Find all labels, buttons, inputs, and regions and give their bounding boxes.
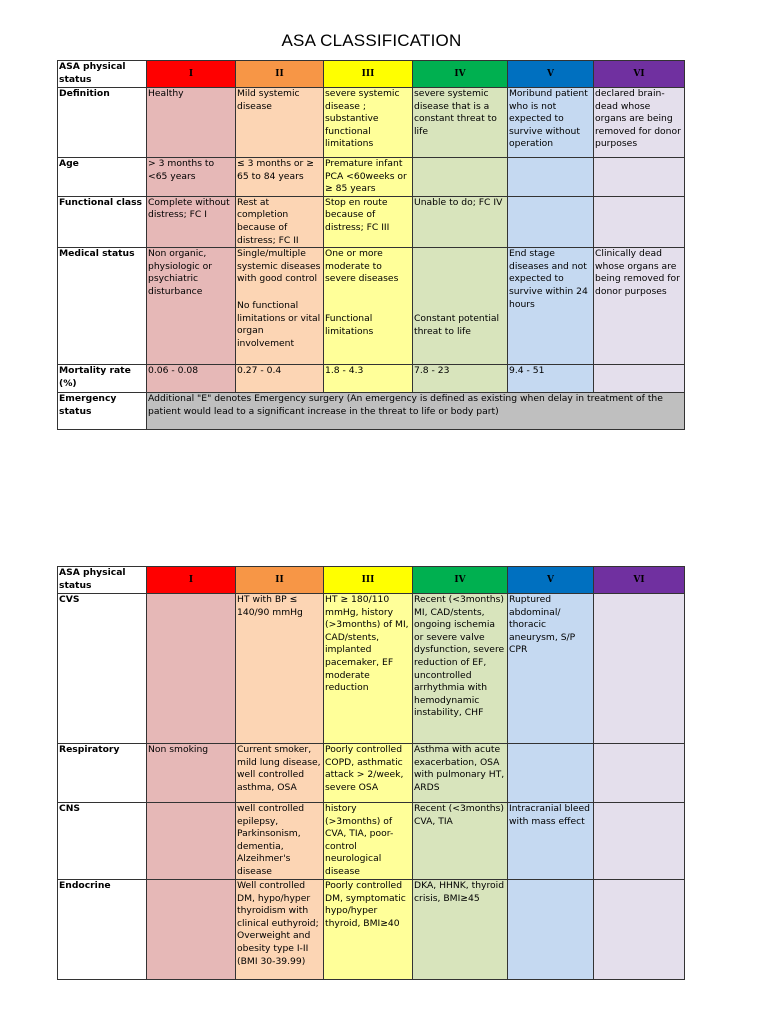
- endocrine-cell-3: Poorly controlled DM, symptomatic hypo/hyper thyroid, BMI≥40: [324, 880, 413, 980]
- cvs-cell-4: Recent (<3months) MI, CAD/stents, ongoing ischemia or severe valve dysfunction, severe reduction of EF, uncontrolled arrhythmia with hemodynamic instability, CHF: [413, 594, 508, 744]
- functional-cell-2: Rest at completion because of distress; FC II: [236, 196, 324, 247]
- functional-class-row: [58, 196, 685, 247]
- age-cell-4: [413, 158, 508, 197]
- grade-header-3: III: [324, 567, 413, 594]
- cvs-cell-3: HT ≥ 180/110 mmHg, history (>3months) of MI, CAD/stents, implanted pacemaker, EF moderate reduction: [324, 594, 413, 744]
- endocrine-cell-1: [147, 880, 236, 980]
- grade-header-2: II: [236, 61, 324, 88]
- row-label: Emergency status: [58, 393, 147, 430]
- cvs-cell-1: [147, 594, 236, 744]
- definition-row: [58, 88, 685, 158]
- endocrine-cell-4: DKA, HHNK, thyroid crisis, BMI≥45: [413, 880, 508, 980]
- grade-header-4: IV: [413, 567, 508, 594]
- mortality-row: [58, 365, 685, 393]
- medical-cell-2: [236, 248, 324, 365]
- medical-text-top: Single/multiple systemic diseases with good control: [237, 248, 321, 285]
- definition-cell-2: Mild systemic disease: [236, 88, 324, 158]
- row-label: Age: [58, 158, 147, 197]
- row-label: Respiratory: [58, 744, 147, 803]
- functional-cell-5: [508, 196, 594, 247]
- asa-systems-table: [57, 566, 685, 980]
- age-cell-1: > 3 months to <65 years: [147, 158, 236, 197]
- row-label: Mortality rate (%): [58, 365, 147, 393]
- endocrine-cell-6: [594, 880, 685, 980]
- respiratory-cell-2: Current smoker, mild lung disease, well controlled asthma, OSA: [236, 744, 324, 803]
- grade-header-1: I: [147, 567, 236, 594]
- definition-cell-5: Moribund patient who is not expected to survive without operation: [508, 88, 594, 158]
- respiratory-row: [58, 744, 685, 803]
- row-label: Functional class: [58, 196, 147, 247]
- age-row: [58, 158, 685, 197]
- medical-status-row: [58, 248, 685, 365]
- functional-cell-4: Unable to do; FC IV: [413, 196, 508, 247]
- mortality-cell-6: [594, 365, 685, 393]
- row-label: Definition: [58, 88, 147, 158]
- mortality-cell-4: 7.8 - 23: [413, 365, 508, 393]
- emergency-text: Additional "E" denotes Emergency surgery (An emergency is defined as existing when delay in treatment of the patient would lead to a significant increase in the threat to life or body part): [147, 393, 685, 430]
- row-label: CNS: [58, 803, 147, 880]
- medical-cell-3: [324, 248, 413, 365]
- grade-header-6: VI: [594, 61, 685, 88]
- cns-cell-4: Recent (<3months) CVA, TIA: [413, 803, 508, 880]
- grade-header-4: IV: [413, 61, 508, 88]
- cvs-cell-6: [594, 594, 685, 744]
- medical-text-top: One or more moderate to severe diseases: [325, 248, 399, 285]
- medical-text-top: End stage diseases and not expected to survive within 24 hours: [509, 248, 588, 310]
- mortality-cell-2: 0.27 - 0.4: [236, 365, 324, 393]
- cvs-cell-2: HT with BP ≤ 140/90 mmHg: [236, 594, 324, 744]
- cvs-cell-5: Ruptured abdominal/ thoracic aneurysm, S/P CPR: [508, 594, 594, 744]
- asa-classification-table: [57, 60, 685, 430]
- definition-cell-6: declared brain-dead whose organs are being removed for donor purposes: [594, 88, 685, 158]
- endocrine-cell-2: Well controlled DM, hypo/hyper thyroidism with clinical euthyroid; Overweight and obesity type I-II (BMI 30-39.99): [236, 880, 324, 980]
- functional-cell-1: Complete without distress; FC I: [147, 196, 236, 247]
- age-cell-6: [594, 158, 685, 197]
- emergency-row: [58, 393, 685, 430]
- functional-cell-3: Stop en route because of distress; FC III: [324, 196, 413, 247]
- endocrine-cell-5: [508, 880, 594, 980]
- mortality-cell-1: 0.06 - 0.08: [147, 365, 236, 393]
- respiratory-cell-3: Poorly controlled COPD, asthmatic attack > 2/week, severe OSA: [324, 744, 413, 803]
- medical-text-top: Non organic, physiologic or psychiatric disturbance: [148, 248, 212, 297]
- age-cell-3: Premature infant PCA <60weeks or ≥ 85 years: [324, 158, 413, 197]
- medical-text-bottom: Constant potential threat to life: [414, 313, 500, 337]
- definition-cell-1: Healthy: [147, 88, 236, 158]
- age-cell-5: [508, 158, 594, 197]
- medical-text-top: Clinically dead whose organs are being removed for donor purposes: [595, 248, 680, 297]
- medical-cell-6: [594, 248, 685, 365]
- cns-cell-3: history (>3months) of CVA, TIA, poor-control neurological disease: [324, 803, 413, 880]
- row-label: Medical status: [58, 248, 147, 365]
- header-label: ASA physical status: [58, 61, 147, 88]
- grade-header-2: II: [236, 567, 324, 594]
- medical-cell-4: [413, 248, 508, 365]
- medical-cell-5: [508, 248, 594, 365]
- age-cell-2: ≤ 3 months or ≥ 65 to 84 years: [236, 158, 324, 197]
- cns-cell-5: Intracranial bleed with mass effect: [508, 803, 594, 880]
- definition-cell-3: severe systemic disease ; substantive functional limitations: [324, 88, 413, 158]
- header-row: [58, 61, 685, 88]
- cns-cell-2: well controlled epilepsy, Parkinsonism, dementia, Alzeihmer's disease: [236, 803, 324, 880]
- mortality-cell-3: 1.8 - 4.3: [324, 365, 413, 393]
- row-label: CVS: [58, 594, 147, 744]
- medical-text-bottom: No functional limitations or vital organ involvement: [237, 299, 321, 349]
- cns-cell-1: [147, 803, 236, 880]
- grade-header-6: VI: [594, 567, 685, 594]
- definition-cell-4: severe systemic disease that is a constant threat to life: [413, 88, 508, 158]
- medical-cell-1: [147, 248, 236, 365]
- endocrine-row: [58, 880, 685, 980]
- respiratory-cell-4: Asthma with acute exacerbation, OSA with pulmonary HT, ARDS: [413, 744, 508, 803]
- mortality-cell-5: 9.4 - 51: [508, 365, 594, 393]
- medical-text-bottom: Functional limitations: [325, 312, 374, 337]
- respiratory-cell-5: [508, 744, 594, 803]
- respiratory-cell-1: Non smoking: [147, 744, 236, 803]
- document-title: ASA CLASSIFICATION: [281, 31, 462, 50]
- header-label: ASA physical status: [58, 567, 147, 594]
- cns-row: [58, 803, 685, 880]
- cns-cell-6: [594, 803, 685, 880]
- header-row: [58, 567, 685, 594]
- grade-header-1: I: [147, 61, 236, 88]
- cvs-row: [58, 594, 685, 744]
- respiratory-cell-6: [594, 744, 685, 803]
- grade-header-5: V: [508, 61, 594, 88]
- row-label: Endocrine: [58, 880, 147, 980]
- grade-header-5: V: [508, 567, 594, 594]
- grade-header-3: III: [324, 61, 413, 88]
- functional-cell-6: [594, 196, 685, 247]
